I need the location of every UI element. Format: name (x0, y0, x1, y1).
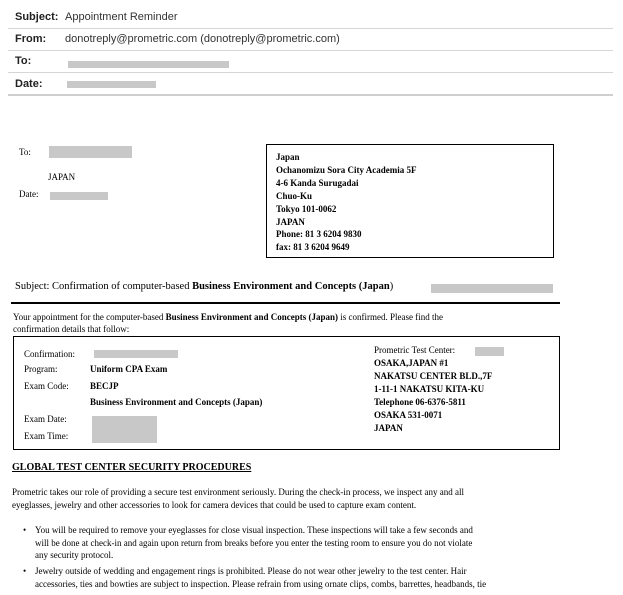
exam-date-label: Exam Date: (24, 414, 67, 424)
email-date-row (8, 74, 613, 96)
intro-exam-name: Business Environment and Concepts (Japan) (165, 312, 338, 322)
letter-date-redacted (50, 192, 108, 200)
test-center-phone: Telephone 06-6376-5811 (374, 397, 466, 407)
address-line: Japan (276, 152, 300, 162)
exam-code-label: Exam Code: (24, 381, 69, 391)
email-subject-row (8, 7, 613, 29)
exam-name: Business Environment and Concepts (Japan) (90, 397, 263, 407)
from-label: From: (15, 33, 47, 45)
email-from-row (8, 29, 613, 51)
address-fax: fax: 81 3 6204 9649 (276, 242, 350, 253)
address-line: Tokyo 101-0062 (276, 203, 337, 214)
security-intro: Prometric takes our role of providing a secure test environment seriously. During the check-in process, we inspect any and all eyeglasses, jewelry and other accessories to look for camera devices that could be used to capture exam content. (12, 487, 465, 510)
letter-to-label: To: (19, 147, 31, 157)
address-line: Ochanomizu Sora City Academia 5F (276, 164, 417, 175)
confirmation-redacted (94, 350, 178, 358)
subject-redacted (431, 284, 553, 293)
from-value[interactable]: donotreply@prometric.com (donotreply@prometric.com) (65, 33, 340, 45)
confirmation-box (13, 336, 560, 450)
address-line: 4-6 Kanda Surugadai (276, 177, 359, 188)
to-label: To: (15, 55, 32, 67)
test-center-redacted (475, 347, 504, 356)
confirmation-label: Confirmation: (24, 349, 75, 359)
address-phone: Phone: 81 3 6204 9830 (276, 229, 362, 240)
bullet-jewelry: Jewelry outside of wedding and engagement rings is prohibited. Please do not wear other jewelry to the test center. Hair accessories, ties and bowties are subject to inspection. Please refrain from using ornate clips, combs, barrettes, headbands, tie (35, 566, 487, 589)
subject-divider (11, 302, 560, 304)
test-center-line: OSAKA 531-0071 (374, 410, 443, 420)
letter-subject-prefix: Subject: Confirmation of computer-based (15, 281, 193, 292)
program-value: Uniform CPA Exam (90, 364, 168, 374)
letter-subject-exam: Business Environment and Concepts (Japan (192, 281, 390, 292)
exam-datetime-redacted (92, 416, 157, 443)
program-label: Program: (24, 364, 58, 374)
to-redacted (68, 61, 229, 68)
address-line: JAPAN (276, 216, 305, 227)
date-redacted (67, 81, 156, 88)
test-center-line: NAKATSU CENTER BLD.,7F (374, 371, 493, 381)
test-center-label: Prometric Test Center: (374, 345, 456, 355)
subject-label: Subject: (15, 11, 59, 23)
security-heading: GLOBAL TEST CENTER SECURITY PROCEDURES (12, 462, 252, 473)
date-label: Date: (15, 78, 43, 90)
sender-address-box (266, 144, 554, 258)
letter-country: JAPAN (48, 172, 76, 182)
test-center-line: OSAKA,JAPAN #1 (374, 358, 449, 368)
letter-to-redacted (49, 146, 132, 158)
address-line: Chuo-Ku (276, 190, 313, 201)
exam-code-value: BECJP (90, 381, 119, 391)
intro-paragraph: Your appointment for the computer-based Business Environment and Concepts (Japan) is confirmed. Please find the confirmation details that follow: (13, 312, 443, 334)
email-to-row (8, 51, 613, 73)
letter-date-label: Date: (19, 189, 39, 199)
bullet-glyph: • (23, 566, 27, 576)
subject-value: Appointment Reminder (65, 11, 178, 23)
bullet-eyeglasses: You will be required to remove your eyeglasses for close visual inspection. These inspections will take a few seconds and will be done at check-in and again upon return from breaks before you enter the testing room to ensure you do not violate any security protocol. (35, 525, 473, 560)
bullet-glyph: • (23, 525, 27, 535)
exam-time-label: Exam Time: (24, 431, 69, 441)
letter-subject: Subject: Confirmation of computer-based Business Environment and Concepts (Japan) (15, 281, 394, 292)
test-center-line: 1-11-1 NAKATSU KITA-KU (374, 384, 485, 394)
test-center-line: JAPAN (374, 423, 403, 433)
